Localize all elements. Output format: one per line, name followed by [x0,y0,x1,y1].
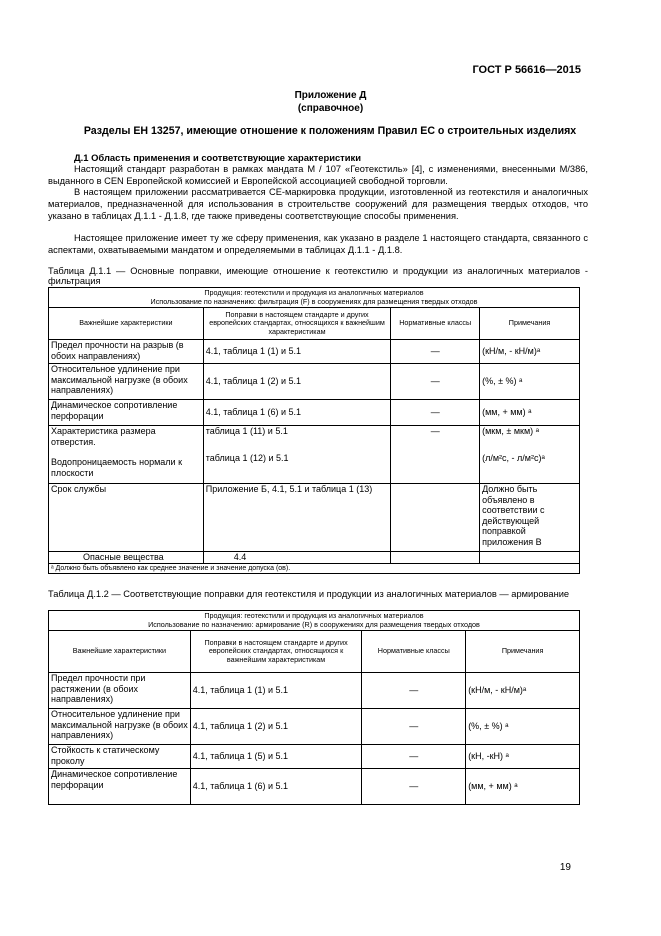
table1-col-class: Нормативные классы [391,308,480,340]
page-number: 19 [559,862,571,873]
table1-r4-class: — [391,426,480,484]
table1-r4-note2: (л/м²с, - л/м²с)ᵃ [482,452,545,463]
table1-r1-note: (кН/м, - кН/м)ᵃ [480,340,580,364]
annex-subtitle: (справочное) [297,103,364,114]
table1-r4-char [49,426,204,484]
table1-r1-ref: 4.1, таблица 1 (1) и 5.1 [203,340,391,364]
table1-r4-char1: Характеристика размера отверстия. [51,426,156,447]
table2-r4-char: Динамическое сопротивление перфорации [49,769,191,805]
table1-r3-ref: 4.1, таблица 1 (6) и 5.1 [203,400,391,426]
table-d11 [48,287,580,574]
table1-r6-char: Опасные вещества [49,552,204,564]
table-row [49,340,580,364]
table2-r1-ref: 4.1, таблица 1 (1) и 5.1 [190,673,362,709]
table2-col-note: Примечания [466,631,580,673]
table-row [49,426,580,484]
table-row [49,709,580,745]
table2-r3-note: (кН, -кН) ᵃ [466,745,580,769]
table1-r5-note: Должно быть объявлено в соответствии с действующей поправкой приложения В [480,484,580,552]
table1-col-char: Важнейшие характеристики [49,308,204,340]
table-row [49,364,580,400]
table-row [49,400,580,426]
table2-r2-char: Относительное удлинение при максимальной нагрузке (в обоих направлениях) [49,709,191,745]
table1-r1-char: Предел прочности на разрыв (в обоих направлениях) [49,340,204,364]
table1-r2-ref: 4.1, таблица 1 (2) и 5.1 [203,364,391,400]
table1-products: Продукция: геотекстили и продукция из аналогичных материалов [204,288,424,297]
table2-r1-char: Предел прочности при растяжении (в обоих направлениях) [49,673,191,709]
table2-col-class: Нормативные классы [362,631,466,673]
table2-r4-ref: 4.1, таблица 1 (6) и 5.1 [190,769,362,805]
table2-col-char: Важнейшие характеристики [49,631,191,673]
table-row [49,484,580,552]
table-row [49,552,580,564]
main-title: Разделы ЕН 13257, имеющие отношение к положениям Правил ЕС о строительных изделиях [83,125,577,137]
table2-products: Продукция: геотекстили и продукция из аналогичных материалов [204,611,424,620]
paragraph-2: В настоящем приложении рассматривается СЕ-маркировка продукции, изготовленной из геотекстиля и аналогичных материалов, предназначенной для использования в строительстве сооружений для размещения твердых отходов, что указано в таблицах Д.1.1 - Д.1.8, где также приведены соответствующие способы применения. [48,187,588,221]
section-title: Д.1 Область применения и соответствующие характеристики [74,152,361,163]
table1-r5-class [391,484,480,552]
table1-r3-char: Динамическое сопротивление перфорации [49,400,204,426]
table1-r4-char2: Водопроницаемость нормали к плоскости [51,457,183,478]
table1-col-note: Примечания [480,308,580,340]
table1-r4-note [480,426,580,484]
table2-r4-note: (мм, + мм) ᵃ [466,769,580,805]
table1-r3-note: (мм, + мм) ᵃ [480,400,580,426]
table1-r5-char: Срок службы [49,484,204,552]
annex-title: Приложение Д [294,90,367,101]
table1-caption: Таблица Д.1.1 — Основные поправки, имеющие отношение к геотекстилю и продукции из аналогичных материалов - фильтрация [48,266,588,286]
table1-r2-char: Относительное удлинение при максимальной нагрузке (в обоих направлениях) [49,364,204,400]
table2-r2-class: — [362,709,466,745]
paragraph-3: Настоящее приложение имеет ту же сферу применения, как указано в разделе 1 настоящего стандарта, связанного с аспектами, охватываемыми мандатом и определяемыми в таблицах Д.1.1 - Д.1.8. [48,233,588,255]
table2-r4-class: — [362,769,466,805]
table2-header-row [49,631,580,673]
table1-r6-note [480,552,580,564]
table1-r4-ref [203,426,391,484]
table2-r1-class: — [362,673,466,709]
table1-usage: Использование по назначению: фильтрация (F) в сооружениях для размещения твердых отходов [150,296,478,306]
table-row [49,769,580,805]
table2-r3-ref: 4.1, таблица 1 (5) и 5.1 [190,745,362,769]
table1-r5-ref: Приложение Б, 4.1, 5.1 и таблица 1 (13) [203,484,391,552]
table2-caption: Таблица Д.1.2 — Соответствующие поправки для геотекстиля и продукции из аналогичных материалов — армирование [48,589,570,599]
table1-r4-note1: (мкм, ± мкм) ᵃ [482,426,540,436]
table1-header-row [49,308,580,340]
paragraph-1: Настоящий стандарт разработан в рамках мандата М / 107 «Геотекстиль» [4], с изменениями, внесенными М/386, выданного в CEN Европейской комиссией и Европейской ассоциацией свободной торговли. [48,164,588,186]
table1-footnote-row [49,564,580,574]
table1-r4-ref2: таблица 1 (12) и 5.1 [205,452,289,463]
table2-r3-char: Стойкость к статическому проколу [49,745,191,769]
table1-r3-class: — [391,400,480,426]
table1-r2-class: — [391,364,480,400]
standard-number: ГОСТ Р 56616—2015 [472,64,581,76]
table2-col-ref: Поправки в настоящем стандарте и других европейских стандартах, относящихся к важнейшим характеристикам [190,631,362,673]
table1-r2-note: (%, ± %) ᵃ [480,364,580,400]
table1-banner [49,288,580,308]
table1-r6-class [391,552,480,564]
annex-heading [0,89,661,115]
table1-r1-class: — [391,340,480,364]
table2-usage: Использование по назначению: армирование (R) в сооружениях для размещения твердых отходов [148,619,480,629]
table-row [49,745,580,769]
table2-r1-note: (кН/м, - кН/м)ᵃ [466,673,580,709]
table2-banner [49,611,580,631]
table1-r4-ref1: таблица 1 (11) и 5.1 [205,426,288,436]
table1-col-ref: Поправки в настоящем стандарте и других европейских стандартах, относящихся к важнейшим характеристикам [203,308,391,340]
table2-r3-class: — [362,745,466,769]
table-d12 [48,610,580,805]
table1-footnote: ᵃ Должно быть объявлено как среднее значение и значение допуска (ов). [49,564,580,574]
table2-r2-ref: 4.1, таблица 1 (2) и 5.1 [190,709,362,745]
table2-r2-note: (%, ± %) ᵃ [466,709,580,745]
table-row [49,673,580,709]
table1-r6-ref: 4.4 [203,552,391,564]
